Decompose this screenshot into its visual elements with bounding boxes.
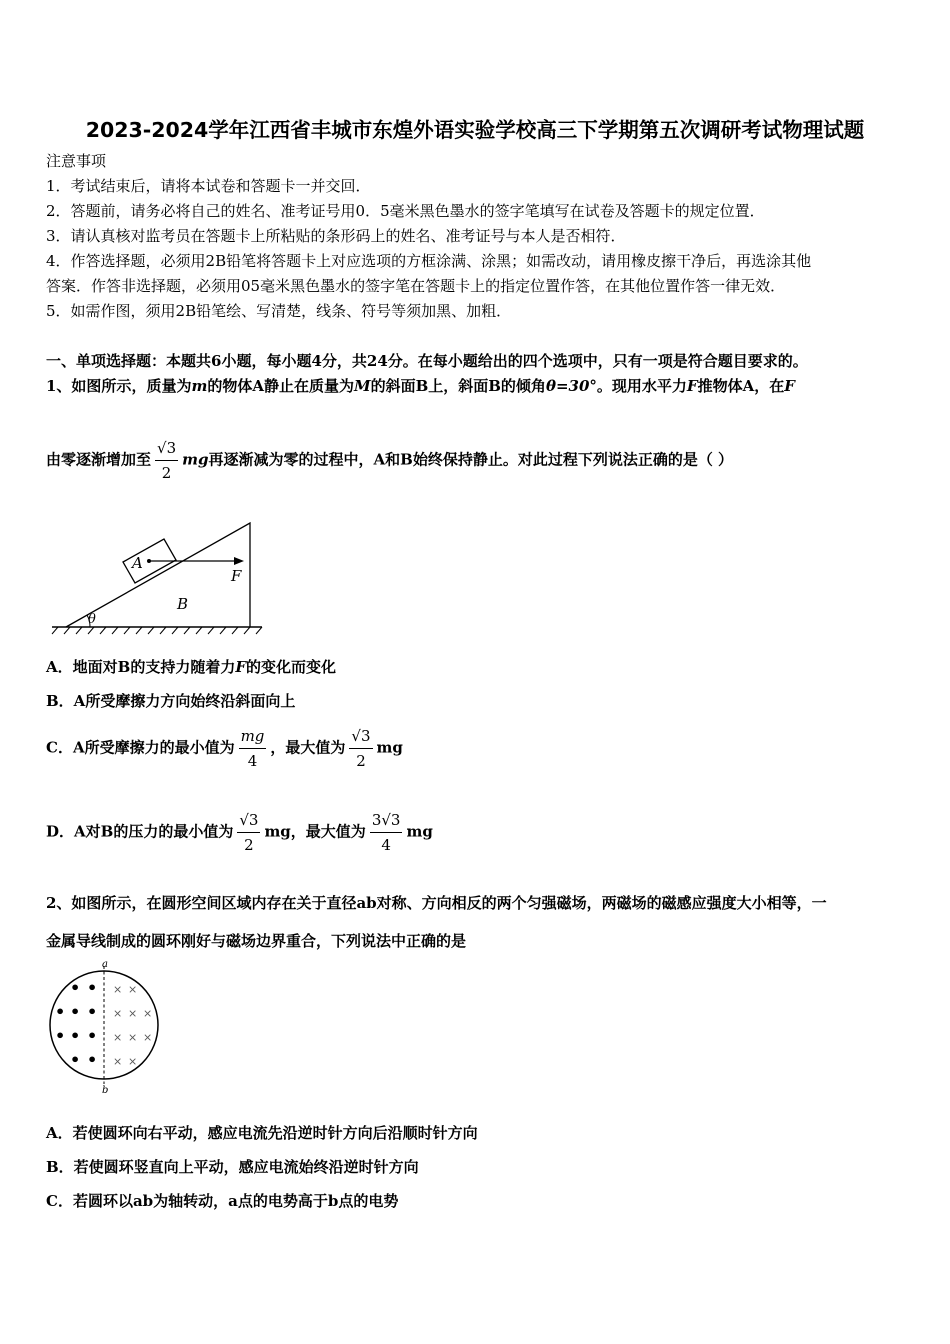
svg-text:•: • (87, 1002, 98, 1021)
notice-item: 答案．作答非选择题，必须用05毫米黑色墨水的签字笔在答题卡上的指定位置作答，在其他位置作答一律无效． (46, 277, 786, 295)
q1-text: 1、如图所示，质量为 (46, 377, 192, 395)
q1-var-M: M (353, 377, 371, 395)
svg-text:×: × (143, 1007, 153, 1020)
q1-text: 。现用水平力 (596, 377, 687, 395)
option-text: mg，最大值为 (264, 822, 366, 841)
svg-text:•: • (55, 1026, 66, 1045)
fraction-denominator: 4 (381, 836, 391, 854)
svg-text:×: × (113, 1031, 123, 1044)
svg-text:×: × (128, 983, 138, 996)
svg-text:•: • (55, 1002, 66, 1021)
notice-item: 1．考试结束后，请将本试卷和答题卡一并交回． (46, 177, 371, 195)
option-text: mg (406, 822, 433, 841)
fraction-denominator: 4 (247, 752, 258, 770)
option-text: mg (376, 738, 403, 757)
q1-var-F: F (235, 658, 246, 676)
label-f: F (231, 567, 242, 585)
fraction-numerator: √3 (155, 438, 178, 461)
svg-text:×: × (128, 1007, 138, 1020)
fraction (237, 810, 260, 855)
fraction (349, 726, 372, 771)
svg-text:•: • (87, 978, 98, 997)
label-a: a (102, 959, 108, 970)
q1-text: 由零逐渐增加至 (46, 450, 152, 469)
option-text: D．A对B的压力的最小值为 (46, 822, 234, 841)
fraction-denominator: 2 (244, 836, 254, 854)
q1-text: 的斜面B上，斜面B的倾角 (370, 377, 546, 395)
ring-circle (50, 971, 158, 1079)
notice-item: 3．请认真核对监考员在答题卡上所粘贴的条形码上的姓名、准考证号与本人是否相符． (46, 227, 626, 245)
svg-text:•: • (70, 978, 81, 997)
option-text: 的变化而变化 (245, 658, 336, 676)
q1-option-d (46, 810, 433, 855)
svg-text:×: × (128, 1031, 138, 1044)
svg-text:•: • (87, 1050, 98, 1069)
q1-stem-line1 (46, 375, 795, 396)
arrow-head-icon (234, 557, 244, 565)
q2-stem-line2: 金属导线制成的圆环刚好与磁场边界重合，下列说法中正确的是 (46, 932, 467, 950)
q2-option-a: A．若使圆环向右平动，感应电流先沿逆时针方向后沿顺时针方向 (46, 1124, 478, 1142)
q1-option-c (46, 726, 403, 771)
fraction-numerator: 3√3 (370, 810, 403, 833)
svg-text:•: • (87, 1026, 98, 1045)
notice-item: 4．作答选择题，必须用2B铅笔将答题卡上对应选项的方框涂满、涂黑；如需改动，请用橡皮擦干净后，再选涂其他 (46, 252, 812, 270)
q1-var-m: m (191, 377, 208, 395)
fraction (155, 438, 178, 483)
ground-hatch (52, 627, 262, 634)
q1-text: 再逐渐减为零的过程中，A和B始终保持静止。对此过程下列说法正确的是（ ） (208, 450, 734, 469)
q1-text: 推物体A，在 (697, 377, 785, 395)
svg-text:×: × (128, 1055, 138, 1068)
label-theta: θ (88, 612, 96, 627)
label-b: b (102, 1085, 109, 1096)
svg-text:×: × (143, 1031, 153, 1044)
q1-option-b: B．A所受摩擦力方向始终沿斜面向上 (46, 692, 296, 710)
svg-text:×: × (113, 983, 123, 996)
magnetic-field-figure (46, 958, 166, 1098)
q2-option-b: B．若使圆环竖直向上平动，感应电流始终沿逆时针方向 (46, 1158, 419, 1176)
q1-stem-line2 (46, 438, 733, 483)
option-text: C．A所受摩擦力的最小值为 (46, 738, 235, 757)
incline-figure (46, 515, 271, 640)
q1-var-mg: mg (182, 450, 209, 469)
fraction-denominator: 2 (356, 752, 366, 770)
fraction-numerator: √3 (349, 726, 372, 749)
label-b: B (177, 595, 189, 613)
fraction-numerator: mg (239, 726, 267, 749)
label-a: A (132, 554, 143, 572)
field-in-crosses (113, 983, 152, 1068)
section-heading: 一、单项选择题：本题共6小题，每小题4分，共24分。在每小题给出的四个选项中，只有一项是符合题目要求的。 (46, 352, 808, 370)
notice-item: 5．如需作图，须用2B铅笔绘、写清楚，线条、符号等须加黑、加粗． (46, 302, 512, 320)
q1-text: 的物体A静止在质量为 (207, 377, 354, 395)
q1-option-a (46, 656, 336, 677)
q1-var-theta: θ=30° (545, 377, 597, 395)
q1-var-F: F (686, 377, 698, 395)
page-title: 2023-2024学年江西省丰城市东煌外语实验学校高三下学期第五次调研考试物理试题 (85, 118, 865, 142)
svg-text:×: × (113, 1007, 123, 1020)
svg-text:×: × (113, 1055, 123, 1068)
notice-item: 2．答题前，请务必将自己的姓名、准考证号用0．5毫米黑色墨水的签字笔填写在试卷及答题卡的规定位置． (46, 202, 765, 220)
option-text: A．地面对B的支持力随着力 (46, 658, 236, 676)
q2-stem-line1: 2、如图所示，在圆形空间区域内存在关于直径ab对称、方向相反的两个匀强磁场，两磁场的磁感应强度大小相等，一 (46, 894, 827, 912)
fraction-numerator: √3 (237, 810, 260, 833)
fraction-denominator: 2 (161, 464, 172, 482)
option-text: ，最大值为 (270, 738, 346, 757)
svg-text:•: • (70, 1050, 81, 1069)
q2-option-c: C．若圆环以ab为轴转动，a点的电势高于b点的电势 (46, 1192, 399, 1210)
notice-heading: 注意事项 (46, 152, 107, 170)
q1-var-F: F (784, 377, 795, 395)
fraction (239, 726, 267, 771)
svg-text:•: • (70, 1002, 81, 1021)
svg-text:•: • (70, 1026, 81, 1045)
fraction (370, 810, 403, 855)
